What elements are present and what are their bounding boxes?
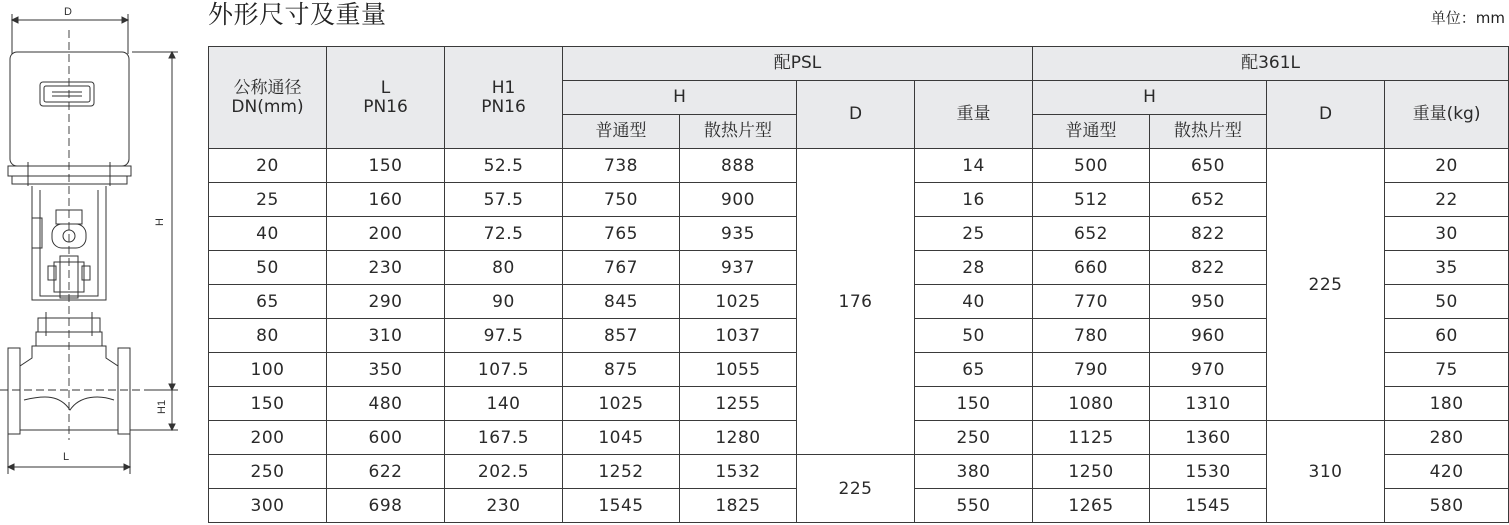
cell-psl-heatsink: 937: [680, 251, 797, 285]
cell-dn: 80: [209, 319, 327, 353]
dimension-weight-table: [208, 46, 1509, 523]
cell-361l-weight: 50: [1385, 285, 1509, 319]
cell-psl-normal: 1252: [563, 455, 680, 489]
cell-l: 350: [327, 353, 445, 387]
cell-361l-weight: 20: [1385, 149, 1509, 183]
cell-l: 698: [327, 489, 445, 523]
cell-361l-weight: 580: [1385, 489, 1509, 523]
cell-dn: 50: [209, 251, 327, 285]
cell-dn: 20: [209, 149, 327, 183]
cell-psl-heatsink: 888: [680, 149, 797, 183]
cell-h1: 57.5: [445, 183, 563, 217]
valve-dimension-drawing: [0, 0, 190, 525]
cell-l: 622: [327, 455, 445, 489]
header-dn: 公称通径 DN(mm): [209, 47, 327, 149]
cell-361l-heatsink: 1545: [1150, 489, 1267, 523]
cell-361l-heatsink: 1310: [1150, 387, 1267, 421]
header-psl: 配PSL: [563, 47, 1033, 81]
header-psl-h: H: [563, 81, 797, 115]
cell-361l-heatsink: 950: [1150, 285, 1267, 319]
cell-361l-normal: 660: [1033, 251, 1150, 285]
cell-psl-heatsink: 900: [680, 183, 797, 217]
cell-361l-weight: 60: [1385, 319, 1509, 353]
cell-l: 480: [327, 387, 445, 421]
cell-361l-normal: 780: [1033, 319, 1150, 353]
cell-361l-normal: 770: [1033, 285, 1150, 319]
cell-361l-d: 225: [1267, 149, 1385, 421]
cell-361l-normal: 512: [1033, 183, 1150, 217]
cell-361l-weight: 180: [1385, 387, 1509, 421]
cell-psl-heatsink: 1055: [680, 353, 797, 387]
cell-psl-heatsink: 1037: [680, 319, 797, 353]
cell-psl-heatsink: 1280: [680, 421, 797, 455]
cell-h1: 72.5: [445, 217, 563, 251]
cell-psl-weight: 250: [915, 421, 1033, 455]
label-h1: H1: [156, 399, 168, 414]
cell-dn: 250: [209, 455, 327, 489]
header-361l-d: D: [1267, 81, 1385, 149]
header-361l-heatsink: 散热片型: [1150, 115, 1267, 149]
cell-psl-d: 176: [797, 149, 915, 455]
table-row: [209, 149, 1509, 183]
cell-psl-normal: 1545: [563, 489, 680, 523]
cell-psl-weight: 28: [915, 251, 1033, 285]
header-psl-weight: 重量: [915, 81, 1033, 149]
header-361l: 配361L: [1033, 47, 1509, 81]
cell-l: 150: [327, 149, 445, 183]
unit-label: 单位：mm: [1430, 9, 1505, 27]
header-l: L PN16: [327, 47, 445, 149]
cell-dn: 150: [209, 387, 327, 421]
cell-psl-normal: 1025: [563, 387, 680, 421]
header-361l-normal: 普通型: [1033, 115, 1150, 149]
cell-361l-heatsink: 970: [1150, 353, 1267, 387]
cell-psl-normal: 857: [563, 319, 680, 353]
cell-psl-heatsink: 935: [680, 217, 797, 251]
cell-psl-weight: 65: [915, 353, 1033, 387]
header-h1: H1 PN16: [445, 47, 563, 149]
cell-361l-heatsink: 1360: [1150, 421, 1267, 455]
cell-h1: 230: [445, 489, 563, 523]
cell-dn: 40: [209, 217, 327, 251]
cell-361l-weight: 22: [1385, 183, 1509, 217]
cell-h1: 80: [445, 251, 563, 285]
table-body: [209, 149, 1509, 523]
cell-h1: 167.5: [445, 421, 563, 455]
cell-361l-normal: 790: [1033, 353, 1150, 387]
cell-psl-weight: 150: [915, 387, 1033, 421]
label-l: L: [63, 451, 70, 463]
cell-psl-heatsink: 1025: [680, 285, 797, 319]
cell-psl-normal: 845: [563, 285, 680, 319]
cell-dn: 300: [209, 489, 327, 523]
cell-361l-heatsink: 652: [1150, 183, 1267, 217]
cell-psl-weight: 550: [915, 489, 1033, 523]
cell-psl-weight: 50: [915, 319, 1033, 353]
cell-dn: 100: [209, 353, 327, 387]
cell-h1: 90: [445, 285, 563, 319]
cell-psl-normal: 875: [563, 353, 680, 387]
cell-361l-normal: 1265: [1033, 489, 1150, 523]
cell-psl-heatsink: 1532: [680, 455, 797, 489]
cell-psl-normal: 750: [563, 183, 680, 217]
cell-361l-heatsink: 1530: [1150, 455, 1267, 489]
cell-psl-normal: 1045: [563, 421, 680, 455]
cell-361l-weight: 280: [1385, 421, 1509, 455]
cell-l: 290: [327, 285, 445, 319]
cell-psl-normal: 738: [563, 149, 680, 183]
cell-l: 200: [327, 217, 445, 251]
cell-dn: 200: [209, 421, 327, 455]
cell-361l-heatsink: 822: [1150, 217, 1267, 251]
cell-361l-normal: 1125: [1033, 421, 1150, 455]
cell-h1: 140: [445, 387, 563, 421]
cell-361l-heatsink: 822: [1150, 251, 1267, 285]
cell-psl-d: 225: [797, 455, 915, 523]
cell-psl-weight: 16: [915, 183, 1033, 217]
cell-361l-heatsink: 650: [1150, 149, 1267, 183]
cell-psl-normal: 765: [563, 217, 680, 251]
cell-l: 600: [327, 421, 445, 455]
cell-361l-heatsink: 960: [1150, 319, 1267, 353]
cell-361l-normal: 1080: [1033, 387, 1150, 421]
cell-361l-weight: 420: [1385, 455, 1509, 489]
cell-h1: 52.5: [445, 149, 563, 183]
label-d: D: [64, 6, 72, 18]
cell-psl-normal: 767: [563, 251, 680, 285]
cell-l: 310: [327, 319, 445, 353]
cell-psl-heatsink: 1825: [680, 489, 797, 523]
cell-l: 160: [327, 183, 445, 217]
cell-psl-weight: 40: [915, 285, 1033, 319]
header-psl-d: D: [797, 81, 915, 149]
cell-361l-d: 310: [1267, 421, 1385, 523]
header-psl-heatsink: 散热片型: [680, 115, 797, 149]
cell-psl-weight: 14: [915, 149, 1033, 183]
cell-psl-weight: 25: [915, 217, 1033, 251]
page-title: 外形尺寸及重量: [208, 0, 387, 29]
header-361l-weight: 重量(kg): [1385, 81, 1509, 149]
header-361l-h: H: [1033, 81, 1267, 115]
cell-dn: 65: [209, 285, 327, 319]
cell-h1: 202.5: [445, 455, 563, 489]
cell-h1: 97.5: [445, 319, 563, 353]
cell-361l-weight: 75: [1385, 353, 1509, 387]
cell-361l-weight: 30: [1385, 217, 1509, 251]
cell-l: 230: [327, 251, 445, 285]
cell-361l-normal: 1250: [1033, 455, 1150, 489]
cell-361l-normal: 500: [1033, 149, 1150, 183]
cell-h1: 107.5: [445, 353, 563, 387]
cell-361l-normal: 652: [1033, 217, 1150, 251]
header-psl-normal: 普通型: [563, 115, 680, 149]
cell-psl-weight: 380: [915, 455, 1033, 489]
cell-dn: 25: [209, 183, 327, 217]
cell-psl-heatsink: 1255: [680, 387, 797, 421]
cell-361l-weight: 35: [1385, 251, 1509, 285]
label-h: H: [154, 218, 166, 226]
